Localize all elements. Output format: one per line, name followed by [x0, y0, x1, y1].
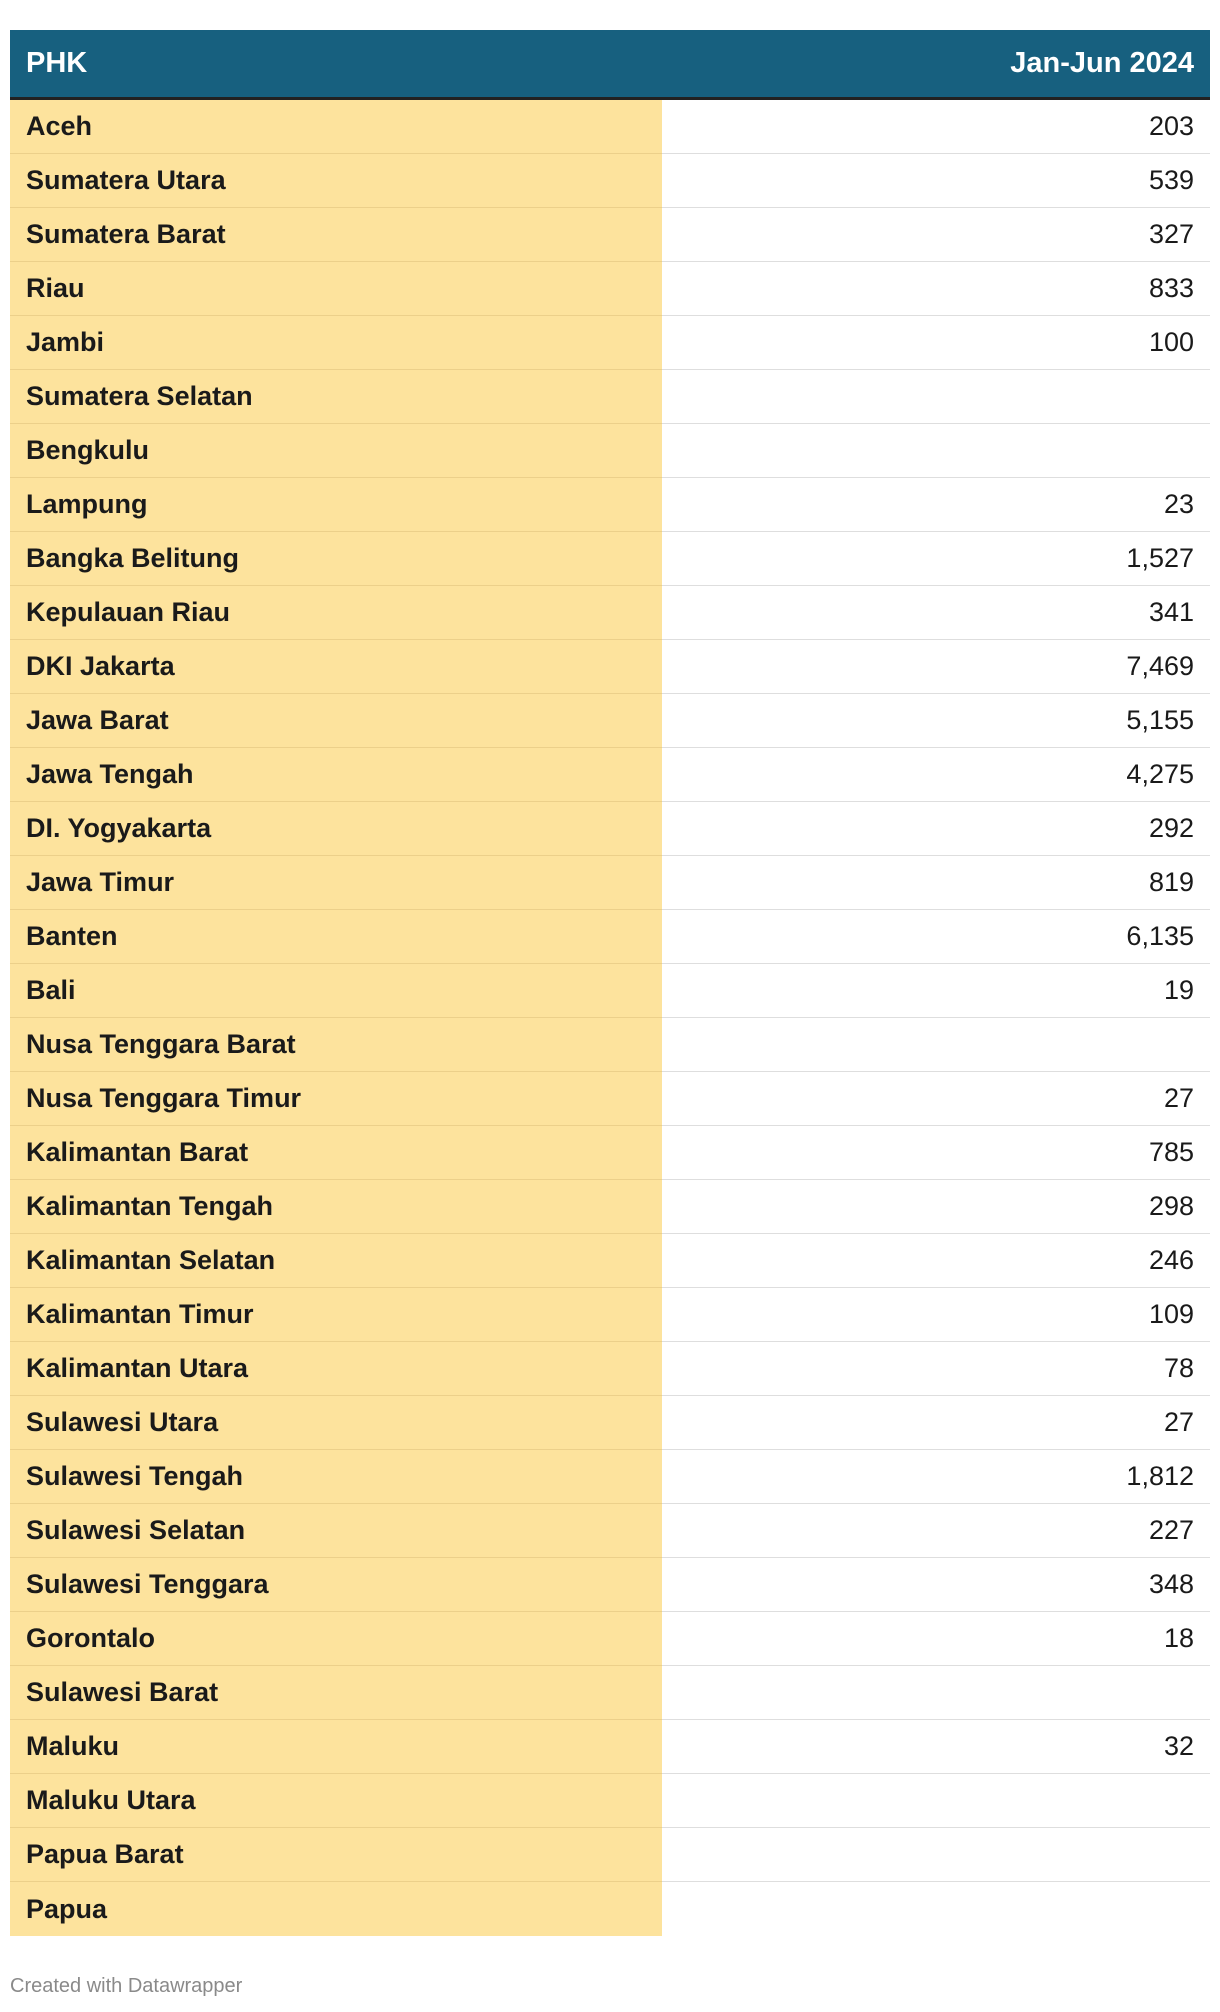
province-name: Sulawesi Barat: [10, 1666, 662, 1720]
table-row: [10, 748, 1210, 802]
layoff-value: [662, 370, 1210, 424]
province-name: Bengkulu: [10, 424, 662, 478]
province-name: Kalimantan Tengah: [10, 1180, 662, 1234]
layoff-value: [662, 1828, 1210, 1882]
layoff-value: 341: [662, 586, 1210, 640]
layoff-value: 27: [662, 1396, 1210, 1450]
layoff-value: [662, 1774, 1210, 1828]
layoff-value: [662, 1882, 1210, 1936]
table-row: [10, 1612, 1210, 1666]
table-row: [10, 316, 1210, 370]
table-row: [10, 1180, 1210, 1234]
layoff-value: 292: [662, 802, 1210, 856]
province-name: DKI Jakarta: [10, 640, 662, 694]
layoff-value: [662, 1666, 1210, 1720]
header-period: Jan-Jun 2024: [1010, 47, 1194, 79]
layoff-value: 348: [662, 1558, 1210, 1612]
province-name: Kalimantan Utara: [10, 1342, 662, 1396]
province-name: Kepulauan Riau: [10, 586, 662, 640]
province-name: Riau: [10, 262, 662, 316]
province-name: Aceh: [10, 100, 662, 154]
table-row: [10, 1558, 1210, 1612]
table-row: [10, 478, 1210, 532]
province-name: Sulawesi Selatan: [10, 1504, 662, 1558]
province-name: Gorontalo: [10, 1612, 662, 1666]
table-row: [10, 154, 1210, 208]
layoff-value: [662, 1018, 1210, 1072]
province-name: Jawa Barat: [10, 694, 662, 748]
layoff-value: 1,812: [662, 1450, 1210, 1504]
table-row: [10, 964, 1210, 1018]
table-row: [10, 1504, 1210, 1558]
layoff-value: [662, 424, 1210, 478]
province-name: Jawa Timur: [10, 856, 662, 910]
layoff-value: 539: [662, 154, 1210, 208]
layoff-value: 785: [662, 1126, 1210, 1180]
table-row: [10, 1882, 1210, 1936]
credit-footer: Created with Datawrapper: [10, 1975, 243, 1997]
province-name: Kalimantan Selatan: [10, 1234, 662, 1288]
table-row: [10, 424, 1210, 478]
table-row: [10, 910, 1210, 964]
table-row: [10, 856, 1210, 910]
layoff-value: 246: [662, 1234, 1210, 1288]
table-row: [10, 694, 1210, 748]
province-name: Bali: [10, 964, 662, 1018]
layoff-value: 23: [662, 478, 1210, 532]
table-row: [10, 1396, 1210, 1450]
layoff-value: 298: [662, 1180, 1210, 1234]
table-row: [10, 1342, 1210, 1396]
table-row: [10, 640, 1210, 694]
table-row: [10, 532, 1210, 586]
province-name: DI. Yogyakarta: [10, 802, 662, 856]
table-row: [10, 1774, 1210, 1828]
layoff-value: 5,155: [662, 694, 1210, 748]
province-name: Nusa Tenggara Timur: [10, 1072, 662, 1126]
table-row: [10, 100, 1210, 154]
layoff-value: 227: [662, 1504, 1210, 1558]
table-body: [10, 100, 1210, 1936]
layoff-value: 32: [662, 1720, 1210, 1774]
province-name: Jawa Tengah: [10, 748, 662, 802]
table-row: [10, 802, 1210, 856]
province-name: Sulawesi Tengah: [10, 1450, 662, 1504]
province-name: Papua Barat: [10, 1828, 662, 1882]
table-row: [10, 262, 1210, 316]
province-name: Maluku: [10, 1720, 662, 1774]
province-name: Sulawesi Tenggara: [10, 1558, 662, 1612]
province-name: Sumatera Selatan: [10, 370, 662, 424]
province-name: Kalimantan Timur: [10, 1288, 662, 1342]
province-name: Banten: [10, 910, 662, 964]
table-row: [10, 1450, 1210, 1504]
layoff-value: 327: [662, 208, 1210, 262]
layoff-value: 1,527: [662, 532, 1210, 586]
header-province: PHK: [26, 47, 88, 79]
province-name: Lampung: [10, 478, 662, 532]
province-name: Bangka Belitung: [10, 532, 662, 586]
table-row: [10, 208, 1210, 262]
layoff-value: 6,135: [662, 910, 1210, 964]
layoff-value: 833: [662, 262, 1210, 316]
table-row: [10, 1828, 1210, 1882]
table-header: [10, 30, 1210, 100]
layoff-value: 19: [662, 964, 1210, 1018]
layoff-value: 109: [662, 1288, 1210, 1342]
table-row: [10, 1666, 1210, 1720]
table-row: [10, 1126, 1210, 1180]
table-row: [10, 1018, 1210, 1072]
table-row: [10, 1288, 1210, 1342]
table-row: [10, 1720, 1210, 1774]
layoff-value: 18: [662, 1612, 1210, 1666]
province-name: Kalimantan Barat: [10, 1126, 662, 1180]
table-row: [10, 1234, 1210, 1288]
layoff-value: 819: [662, 856, 1210, 910]
table-row: [10, 370, 1210, 424]
layoff-value: 100: [662, 316, 1210, 370]
layoff-value: 78: [662, 1342, 1210, 1396]
table-row: [10, 1072, 1210, 1126]
province-name: Sumatera Utara: [10, 154, 662, 208]
layoff-value: 7,469: [662, 640, 1210, 694]
province-name: Maluku Utara: [10, 1774, 662, 1828]
province-name: Nusa Tenggara Barat: [10, 1018, 662, 1072]
layoff-value: 27: [662, 1072, 1210, 1126]
layoff-value: 203: [662, 100, 1210, 154]
province-name: Papua: [10, 1882, 662, 1936]
table-row: [10, 586, 1210, 640]
province-name: Sulawesi Utara: [10, 1396, 662, 1450]
province-name: Sumatera Barat: [10, 208, 662, 262]
province-name: Jambi: [10, 316, 662, 370]
data-table: [10, 30, 1210, 1936]
layoff-value: 4,275: [662, 748, 1210, 802]
